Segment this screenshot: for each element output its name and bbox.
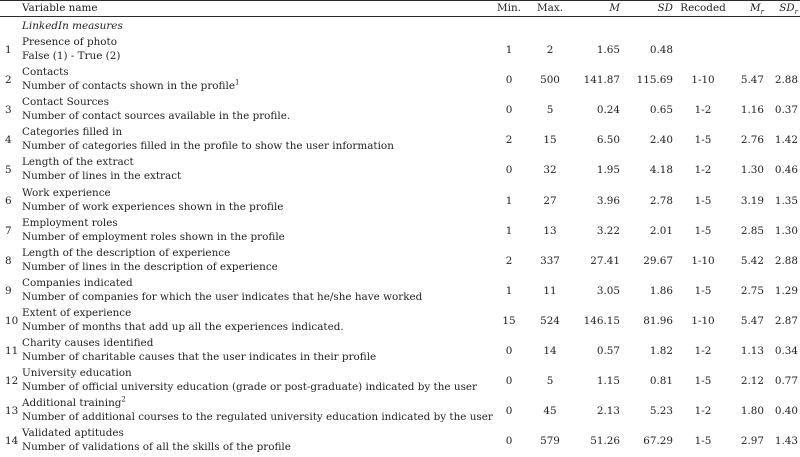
- max-value: 11: [543, 284, 557, 297]
- variable-description: [22, 231, 285, 243]
- variable-description: [22, 201, 283, 213]
- min-value: 2: [505, 254, 513, 267]
- recoded-range: 1-10: [691, 74, 715, 87]
- mean-recoded-value: 3.19: [740, 194, 764, 207]
- min-value: 1: [505, 224, 513, 237]
- row-number: 9: [5, 284, 12, 297]
- min-value: 2: [505, 134, 513, 147]
- header-max: Max.: [537, 2, 563, 14]
- variable-name-text: Length of the extract: [22, 156, 134, 169]
- row-number: 5: [5, 164, 12, 177]
- recoded-range: 1-5: [694, 134, 712, 147]
- mean-value: 1.15: [596, 375, 620, 388]
- mean-value: 3.96: [596, 194, 620, 207]
- variable-name-text: Charity causes identified: [22, 337, 154, 349]
- variable-description: [22, 140, 394, 152]
- mean-value: 0.24: [596, 104, 620, 117]
- variable-name-text: Additional training: [22, 397, 122, 410]
- variable-description-text: Number of companies for which the user indicates that he/she have worked: [22, 290, 423, 303]
- recoded-range: 1-10: [691, 314, 715, 327]
- sd-value: 4.18: [649, 164, 673, 177]
- mean-value: 141.87: [583, 74, 620, 87]
- max-value: 5: [546, 104, 554, 117]
- header-sd-recoded-label: SD: [779, 2, 795, 14]
- min-value: 0: [505, 164, 513, 177]
- min-value: 1: [505, 194, 513, 207]
- mean-recoded-value: 5.47: [740, 74, 764, 87]
- header-recoded: Recoded: [680, 2, 726, 14]
- recoded-range: 1-5: [694, 224, 712, 237]
- variable-name: [22, 397, 126, 409]
- table-row: [0, 337, 800, 367]
- variable-name: [22, 36, 117, 48]
- max-value: 2: [546, 44, 554, 56]
- mean-recoded-value: 2.75: [740, 284, 764, 297]
- variable-description: [22, 441, 291, 453]
- sd-recoded-value: 1.35: [774, 194, 798, 207]
- header-min: Min.: [497, 2, 521, 14]
- mean-recoded-value: 2.85: [740, 224, 764, 237]
- mean-recoded-value: 2.97: [740, 435, 764, 448]
- recoded-range: 1-2: [694, 405, 712, 418]
- variable-name-text: Companies indicated: [22, 276, 133, 289]
- variable-name-text: Categories filled in: [22, 126, 123, 139]
- table-row: [0, 217, 800, 247]
- sd-value: 1.82: [649, 345, 673, 357]
- mean-value: 3.22: [596, 224, 620, 237]
- recoded-range: 1-5: [694, 284, 712, 297]
- variable-description-text: Number of months that add up all the experiences indicated.: [22, 320, 344, 333]
- table-row: [0, 66, 800, 96]
- row-number: 8: [5, 254, 12, 267]
- header-mean: M: [609, 2, 620, 14]
- mean-recoded-value: 1.80: [740, 405, 764, 418]
- recoded-range: 1-2: [694, 164, 712, 177]
- max-value: 337: [540, 254, 560, 267]
- table-row: [0, 397, 800, 427]
- table-row: [0, 307, 800, 337]
- sd-value: 2.78: [649, 194, 673, 207]
- max-value: 579: [540, 435, 560, 448]
- max-value: 5: [546, 375, 554, 388]
- mean-value: 6.50: [596, 134, 620, 147]
- sd-recoded-value: 2.87: [774, 314, 798, 327]
- row-number: 4: [5, 134, 12, 147]
- variable-description-text: Number of contact sources available in the profile.: [22, 110, 291, 123]
- variable-name: [22, 217, 118, 229]
- mean-value: 146.15: [583, 314, 620, 327]
- mean-recoded-value: 2.76: [740, 134, 764, 147]
- max-value: 15: [543, 134, 557, 147]
- sd-recoded-value: 1.30: [774, 224, 798, 237]
- sd-value: 81.96: [643, 314, 673, 327]
- table-header-rule: [0, 16, 800, 17]
- recoded-range: 1-2: [694, 345, 712, 357]
- variable-description: [22, 170, 181, 182]
- recoded-range: 1-5: [694, 194, 712, 207]
- sd-value: 0.65: [649, 104, 673, 117]
- table-row: [0, 367, 800, 397]
- variable-description: [22, 381, 477, 393]
- row-number: 1: [5, 44, 12, 56]
- max-value: 524: [540, 314, 560, 327]
- variable-name: [22, 277, 133, 289]
- variable-description-text: Number of employment roles shown in the profile: [22, 230, 285, 243]
- min-value: 0: [505, 74, 513, 87]
- section-title: LinkedIn measures: [22, 20, 123, 32]
- variable-description: [22, 411, 493, 423]
- min-value: 0: [505, 435, 513, 448]
- variable-description-text: Number of categories filled in the profile to show the user information: [22, 140, 394, 153]
- sd-value: 0.81: [649, 375, 673, 388]
- max-value: 32: [543, 164, 557, 177]
- min-value: 1: [505, 44, 513, 56]
- mean-value: 1.95: [596, 164, 620, 177]
- variable-name: [22, 247, 230, 259]
- mean-recoded-value: 5.42: [740, 254, 764, 267]
- variable-name-text: University education: [22, 367, 132, 380]
- min-value: 0: [505, 104, 513, 117]
- recoded-range: 1-10: [691, 254, 715, 267]
- variable-name: [22, 337, 153, 349]
- variable-name: [22, 96, 109, 108]
- variable-name-text: Extent of experience: [22, 306, 132, 319]
- row-number: 10: [5, 314, 19, 327]
- max-value: 45: [543, 405, 557, 418]
- variable-name: [22, 66, 69, 78]
- variable-description-text: Number of work experiences shown in the profile: [22, 200, 284, 213]
- variable-name: [22, 187, 111, 199]
- sd-recoded-value: 0.46: [774, 164, 798, 177]
- variable-description-text: Number of charitable causes that the user indicates in their profile: [22, 351, 377, 363]
- mean-recoded-value: 1.16: [740, 104, 764, 117]
- header-mean-recoded-sub: r: [760, 8, 764, 17]
- min-value: 0: [505, 345, 513, 357]
- variable-name-text: Length of the description of experience: [22, 246, 231, 259]
- variable-description-text: Number of official university education (grade or post-graduate) indicated by the user: [22, 381, 478, 394]
- footnote-marker: 1: [234, 78, 240, 87]
- table-top-rule: [0, 0, 800, 1]
- recoded-range: 1-2: [694, 104, 712, 117]
- sd-recoded-value: 1.42: [774, 134, 798, 147]
- variable-description-text: Number of lines in the description of experience: [22, 260, 278, 273]
- header-mean-recoded: [734, 2, 764, 17]
- header-sd-recoded: [770, 2, 798, 17]
- footnote-marker: 2: [121, 395, 126, 404]
- row-number: 2: [5, 74, 12, 87]
- table-row: [0, 156, 800, 186]
- sd-recoded-value: 0.34: [774, 345, 798, 357]
- sd-value: 29.67: [643, 254, 673, 267]
- variable-name-text: Work experience: [22, 186, 111, 199]
- variable-description-text: False (1) - True (2): [22, 50, 121, 62]
- mean-value: 27.41: [590, 254, 620, 267]
- mean-value: 51.26: [590, 435, 620, 448]
- variable-name-text: Validated aptitudes: [22, 427, 124, 440]
- sd-value: 1.86: [649, 284, 673, 297]
- variable-description-text: Number of validations of all the skills of the profile: [22, 441, 291, 454]
- sd-recoded-value: 1.43: [774, 435, 798, 448]
- min-value: 15: [502, 314, 516, 327]
- mean-value: 2.13: [596, 405, 620, 418]
- sd-recoded-value: 0.77: [774, 375, 798, 388]
- table-row: [0, 96, 800, 126]
- variable-name: [22, 307, 131, 319]
- variable-name: [22, 367, 132, 379]
- mean-recoded-value: 1.13: [740, 345, 764, 357]
- sd-value: 67.29: [643, 435, 673, 448]
- mean-recoded-value: 2.12: [740, 375, 764, 388]
- min-value: 1: [505, 284, 513, 297]
- sd-value: 5.23: [649, 405, 673, 418]
- row-number: 12: [5, 375, 19, 388]
- row-number: 6: [5, 194, 12, 207]
- sd-value: 2.40: [649, 134, 673, 147]
- mean-value: 3.05: [596, 284, 620, 297]
- variable-name-text: Contact Sources: [22, 96, 109, 109]
- variable-name-text: Contacts: [22, 66, 69, 79]
- recoded-range: 1-5: [694, 375, 712, 388]
- variable-description-text: Number of lines in the extract: [22, 170, 182, 183]
- sd-recoded-value: 1.29: [774, 284, 798, 297]
- row-number: 14: [5, 435, 19, 448]
- max-value: 13: [543, 224, 557, 237]
- table-row: [0, 187, 800, 217]
- table-row: [0, 247, 800, 277]
- sd-recoded-value: 0.40: [774, 405, 798, 418]
- variable-description: [22, 110, 290, 122]
- row-number: 3: [5, 104, 12, 117]
- table-row: [0, 36, 800, 66]
- variable-name-text: Presence of photo: [22, 36, 117, 48]
- variable-description-text: Number of contacts shown in the profile: [22, 80, 235, 93]
- sd-recoded-value: 2.88: [774, 254, 798, 267]
- mean-value: 1.65: [596, 44, 620, 56]
- variable-description: [22, 50, 120, 62]
- sd-recoded-value: 0.37: [774, 104, 798, 117]
- mean-recoded-value: 5.47: [740, 314, 764, 327]
- mean-recoded-value: 1.30: [740, 164, 764, 177]
- variable-description: [22, 321, 344, 333]
- sd-value: 2.01: [649, 224, 673, 237]
- header-mean-recoded-label: M: [750, 2, 761, 14]
- variable-description: [22, 351, 376, 363]
- variable-description: [22, 261, 278, 273]
- mean-value: 0.57: [596, 345, 620, 357]
- header-sd: SD: [657, 2, 673, 14]
- row-number: 7: [5, 224, 12, 237]
- header-variable-name: Variable name: [22, 2, 98, 14]
- table-row: [0, 277, 800, 307]
- min-value: 0: [505, 375, 513, 388]
- max-value: 14: [543, 345, 557, 357]
- recoded-range: 1-5: [694, 435, 712, 448]
- variable-name: [22, 427, 124, 439]
- max-value: 500: [540, 74, 560, 87]
- max-value: 27: [543, 194, 557, 207]
- row-number: 13: [5, 405, 19, 418]
- variable-name: [22, 126, 122, 138]
- variable-description: [22, 80, 239, 92]
- table-header-row: [0, 2, 800, 15]
- variable-name-text: Employment roles: [22, 216, 118, 229]
- variable-description-text: Number of additional courses to the regulated university education indicated by the user: [22, 411, 493, 424]
- sd-value: 115.69: [636, 74, 673, 87]
- table-row: [0, 427, 800, 457]
- row-number: 11: [5, 345, 19, 357]
- min-value: 0: [505, 405, 513, 418]
- sd-recoded-value: 2.88: [774, 74, 798, 87]
- variable-name: [22, 156, 134, 168]
- table-row: [0, 126, 800, 156]
- variable-description: [22, 291, 422, 303]
- header-sd-recoded-sub: r: [794, 8, 798, 17]
- sd-value: 0.48: [649, 44, 673, 56]
